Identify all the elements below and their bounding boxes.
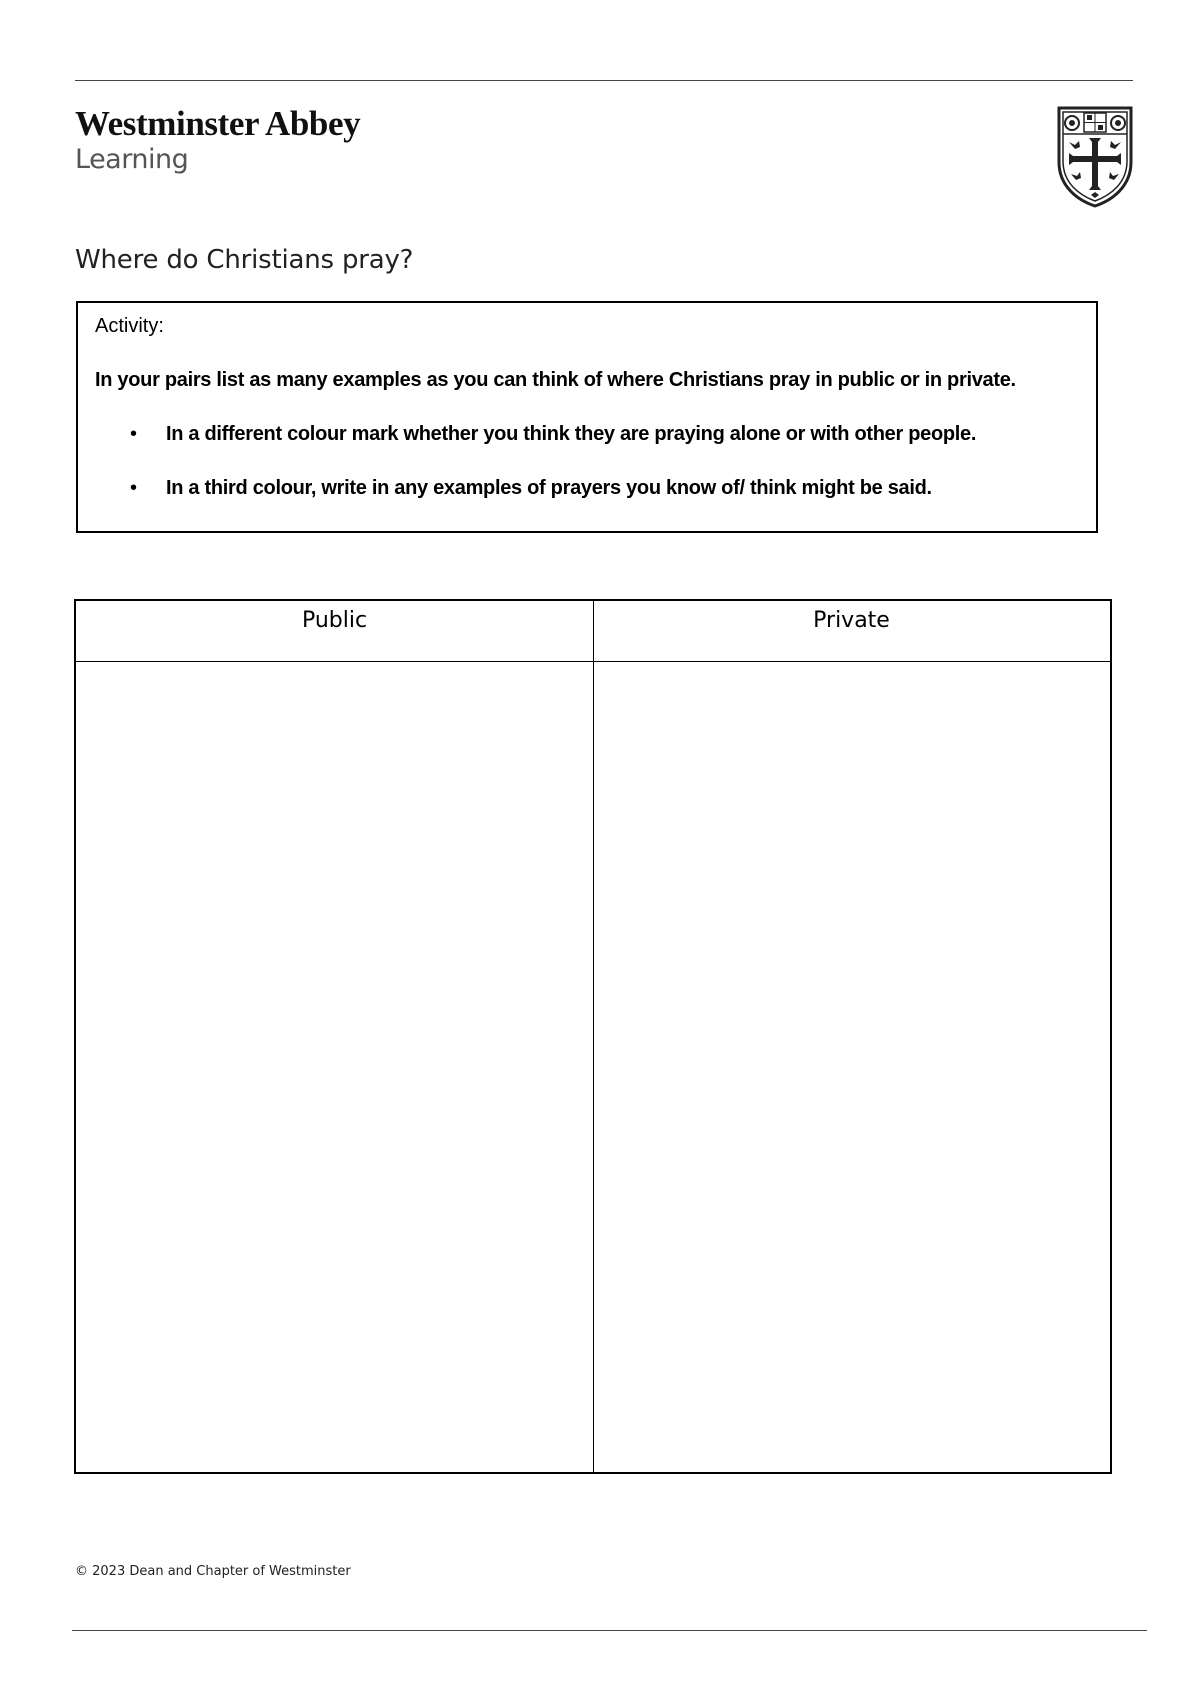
brand-name: Westminster Abbey	[75, 104, 361, 143]
column-header-private: Private	[813, 608, 890, 633]
activity-box	[76, 301, 1098, 533]
activity-bullet-text: In a different colour mark whether you think they are praying alone or with other people.	[166, 423, 977, 445]
westminster-abbey-crest-icon	[1055, 104, 1135, 208]
public-private-table	[74, 599, 1112, 1474]
activity-label: Activity:	[95, 315, 164, 337]
bullet-icon: •	[130, 423, 137, 445]
top-rule	[75, 80, 1133, 81]
brand-subtitle: Learning	[75, 144, 189, 175]
brand-logo	[75, 105, 360, 177]
column-header-public: Public	[301, 608, 368, 633]
copyright-footer: © 2023 Dean and Chapter of Westminster	[75, 1564, 351, 1579]
activity-bullet-text: In a third colour, write in any examples of prayers you know of/ think might be said.	[166, 477, 932, 499]
bullet-icon: •	[130, 477, 137, 499]
activity-intro: In your pairs list as many examples as you can think of where Christians pray in public or in private.	[95, 369, 1016, 391]
private-answer-cell[interactable]	[594, 662, 1110, 1472]
page-title: Where do Christians pray?	[75, 245, 414, 275]
bottom-rule	[72, 1630, 1147, 1631]
public-answer-cell[interactable]	[76, 662, 593, 1472]
